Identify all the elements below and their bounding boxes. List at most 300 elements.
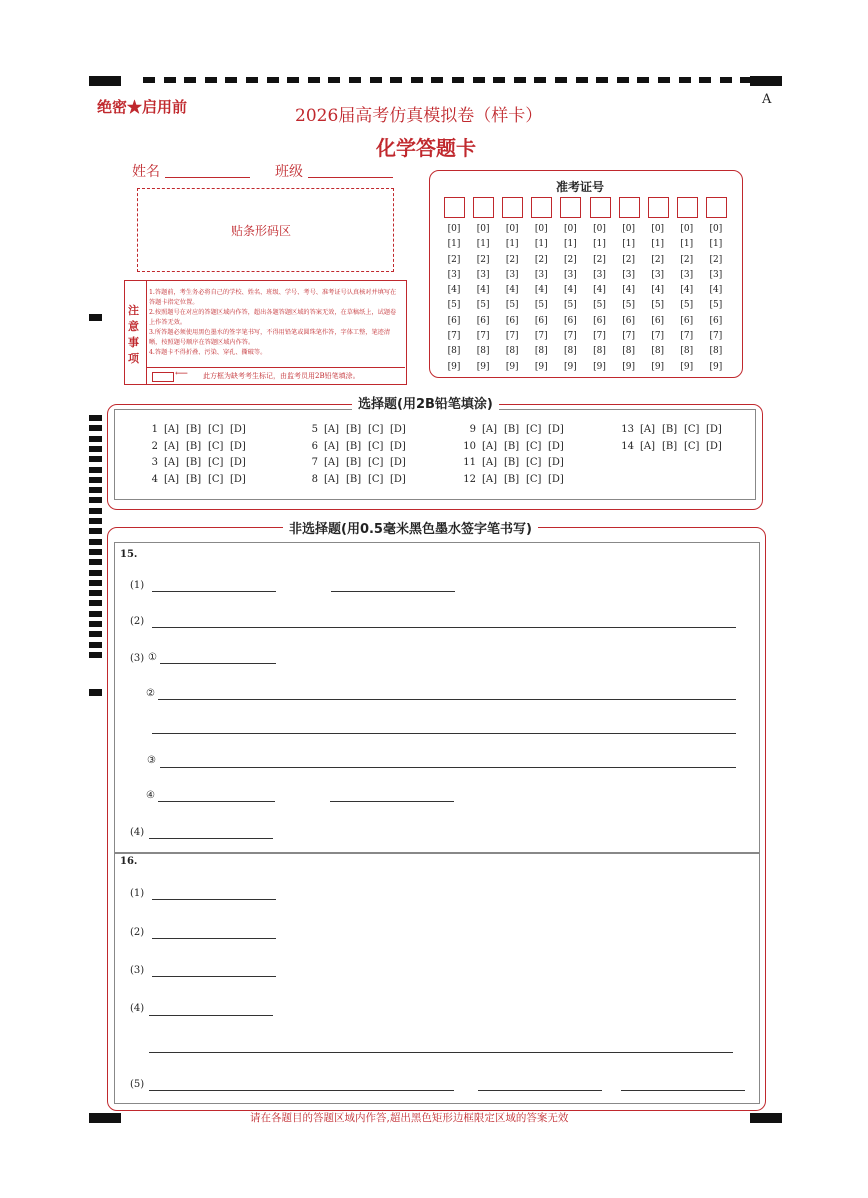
side-mark: [89, 539, 102, 545]
q15-sub-1-label: ①: [148, 652, 157, 663]
exam-id-bubble[interactable]: [3]: [564, 269, 577, 280]
mc-question-row: [140, 441, 252, 452]
q16-part-2-label: (2): [130, 927, 145, 938]
mc-option-bubble[interactable]: [B]: [504, 440, 520, 452]
exam-id-bubble[interactable]: [1]: [476, 239, 490, 250]
exam-id-bubble[interactable]: [3]: [593, 269, 606, 280]
notice-text: [149, 288, 401, 358]
mc-option-bubble[interactable]: [D]: [230, 440, 246, 452]
exam-id-bubble[interactable]: [8]: [680, 346, 694, 357]
exam-id-bubble[interactable]: [0]: [651, 224, 665, 234]
exam-id-bubble[interactable]: [0]: [622, 224, 635, 234]
mc-question-row: [458, 441, 570, 452]
exam-id-digit-box[interactable]: [502, 197, 523, 218]
timing-mark: [576, 77, 588, 83]
q16-part-5-answer-a[interactable]: [149, 1090, 454, 1091]
side-mark: [89, 446, 102, 452]
mc-option-bubble[interactable]: [A]: [164, 473, 180, 485]
exam-id-bubble[interactable]: [5]: [593, 300, 606, 311]
class-field[interactable]: [308, 177, 393, 178]
exam-id-bubble[interactable]: [0]: [564, 224, 577, 234]
side-mark: [89, 570, 102, 576]
exam-id-bubble[interactable]: [2]: [651, 254, 665, 265]
mc-option-bubble[interactable]: [A]: [640, 424, 656, 435]
q15-sub-4-answer-b[interactable]: [330, 801, 454, 802]
exam-id-bubble[interactable]: [6]: [622, 315, 635, 326]
timing-mark: [225, 77, 237, 83]
exam-id-bubble[interactable]: [1]: [622, 239, 635, 250]
q15-part-1-answer-b[interactable]: [331, 591, 455, 592]
exam-id-bubble[interactable]: [4]: [651, 285, 665, 296]
timing-mark: [555, 77, 567, 83]
q16-part-1-answer[interactable]: [152, 899, 276, 900]
mc-option-bubble[interactable]: [D]: [706, 424, 722, 435]
side-mark: [89, 477, 102, 483]
timing-mark: [617, 77, 629, 83]
absent-mark-box[interactable]: [152, 372, 174, 382]
exam-id-bubble[interactable]: [0]: [505, 224, 519, 234]
side-mark: [89, 590, 102, 596]
exam-id-bubble[interactable]: [2]: [709, 254, 723, 265]
q15-part-2-label: (2): [130, 616, 145, 627]
exam-id-bubble[interactable]: [5]: [622, 300, 635, 311]
exam-id-bubble[interactable]: [2]: [534, 254, 548, 265]
mc-question-row: [300, 474, 412, 485]
exam-id-bubble[interactable]: [8]: [505, 346, 519, 357]
q16-part-5-answer-c[interactable]: [621, 1090, 745, 1091]
exam-id-bubble[interactable]: [6]: [651, 315, 665, 326]
notice-item: 1.答题前，考生务必将自己的学校、姓名、班级、学号、考号、准考证号认真核对并填写在答题卡指定位置。: [149, 289, 397, 306]
exam-id-bubble[interactable]: [2]: [505, 254, 519, 265]
exam-id-bubble[interactable]: [4]: [564, 285, 577, 296]
mc-option-bubble[interactable]: [C]: [368, 457, 384, 469]
corner-mark-top-left: [89, 76, 121, 86]
q16-part-5-label: (5): [130, 1079, 145, 1090]
timing-mark: [596, 77, 608, 83]
exam-id-bubble[interactable]: [1]: [564, 239, 577, 250]
exam-id-bubble[interactable]: [4]: [709, 285, 723, 296]
exam-id-digit-box[interactable]: [531, 197, 552, 218]
mc-option-bubble[interactable]: [B]: [662, 424, 678, 435]
mc-option-bubble[interactable]: [A]: [164, 424, 180, 435]
mc-option-bubble[interactable]: [A]: [164, 440, 180, 452]
mc-option-bubble[interactable]: [C]: [368, 424, 384, 435]
exam-id-bubble[interactable]: [9]: [447, 361, 461, 372]
exam-id-bubble[interactable]: [7]: [505, 331, 519, 342]
mc-question-row: [458, 474, 570, 485]
mc-question-number: 12: [463, 473, 476, 485]
exam-id-bubble[interactable]: [0]: [680, 224, 694, 234]
mc-option-bubble[interactable]: [A]: [324, 473, 340, 485]
side-mark: [89, 580, 102, 586]
mc-question-row: [140, 457, 252, 468]
mc-question-number: 13: [621, 424, 634, 435]
exam-id-bubble[interactable]: [9]: [622, 361, 635, 372]
exam-id-bubble[interactable]: [2]: [564, 254, 577, 265]
side-mark: [89, 487, 102, 493]
exam-id-bubble[interactable]: [7]: [651, 331, 665, 342]
mc-option-bubble[interactable]: [D]: [548, 440, 564, 452]
exam-id-bubble[interactable]: [9]: [593, 361, 606, 372]
q15-part-2-answer[interactable]: [152, 627, 736, 628]
side-mark: [89, 314, 102, 321]
exam-id-bubble[interactable]: [7]: [534, 331, 548, 342]
mc-option-bubble[interactable]: [C]: [526, 440, 542, 452]
mc-option-bubble[interactable]: [B]: [186, 473, 202, 485]
mc-option-bubble[interactable]: [C]: [208, 440, 224, 452]
side-mark: [89, 642, 102, 648]
mc-option-bubble[interactable]: [C]: [208, 457, 224, 469]
exam-id-bubble[interactable]: [3]: [534, 269, 548, 280]
q15-part-1-label: (1): [130, 580, 145, 591]
timing-mark: [534, 77, 546, 83]
exam-id-bubble[interactable]: [9]: [534, 361, 548, 372]
mc-option-bubble[interactable]: [A]: [482, 440, 498, 452]
timing-mark: [184, 77, 196, 83]
mc-question-row: [616, 424, 728, 435]
exam-id-bubble[interactable]: [6]: [564, 315, 577, 326]
timing-mark: [431, 77, 443, 83]
exam-id-column: [500, 222, 524, 375]
mc-question-row: [458, 457, 570, 468]
mc-option-bubble[interactable]: [A]: [324, 424, 340, 435]
side-mark: [89, 631, 102, 637]
exam-id-column: [675, 222, 699, 375]
timing-mark: [452, 77, 464, 83]
timing-mark: [246, 77, 258, 83]
exam-id-bubble[interactable]: [5]: [709, 300, 723, 311]
exam-id-bubble[interactable]: [3]: [447, 269, 461, 280]
exam-id-bubble[interactable]: [3]: [622, 269, 635, 280]
exam-id-bubble[interactable]: [4]: [505, 285, 519, 296]
exam-id-column: [529, 222, 553, 375]
exam-id-bubble[interactable]: [8]: [709, 346, 723, 357]
timing-mark: [328, 77, 340, 83]
q15-sub-4-label: ④: [146, 790, 155, 801]
exam-id-bubble[interactable]: [8]: [476, 346, 490, 357]
mc-option-bubble[interactable]: [C]: [368, 473, 384, 485]
exam-id-bubble[interactable]: [2]: [593, 254, 606, 265]
exam-id-bubble[interactable]: [6]: [680, 315, 694, 326]
mc-question-number: 8: [311, 473, 318, 485]
mc-option-bubble[interactable]: [D]: [390, 457, 406, 469]
exam-id-bubble[interactable]: [7]: [680, 331, 694, 342]
footer-note: 请在各题目的答题区域内作答,超出黑色矩形边框限定区域的答案无效: [250, 1112, 569, 1124]
mc-option-bubble[interactable]: [D]: [390, 440, 406, 452]
side-mark: [89, 559, 102, 565]
exam-id-bubble[interactable]: [5]: [680, 300, 694, 311]
side-mark: [89, 425, 102, 431]
side-mark: [89, 415, 102, 421]
exam-id-bubble[interactable]: [9]: [505, 361, 519, 372]
mc-option-bubble[interactable]: [A]: [640, 440, 656, 452]
exam-id-bubble[interactable]: [8]: [534, 346, 548, 357]
exam-id-bubble[interactable]: [3]: [651, 269, 665, 280]
mc-question-number: 1: [151, 424, 158, 435]
exam-id-title: 准考证号: [556, 180, 605, 194]
timing-mark: [164, 77, 176, 83]
barcode-label: 贴条形码区: [231, 224, 292, 238]
mc-option-bubble[interactable]: [D]: [230, 424, 246, 435]
corner-mark-bottom-right: [750, 1113, 782, 1123]
exam-id-bubble[interactable]: [8]: [593, 346, 606, 357]
mc-option-bubble[interactable]: [B]: [186, 457, 202, 469]
mc-option-bubble[interactable]: [D]: [548, 457, 564, 469]
q15-sub-2-answer-a[interactable]: [158, 699, 736, 700]
name-field[interactable]: [165, 177, 250, 178]
exam-id-bubble[interactable]: [2]: [447, 254, 461, 265]
side-mark: [89, 652, 102, 658]
mc-option-bubble[interactable]: [C]: [526, 457, 542, 469]
exam-id-bubble[interactable]: [3]: [680, 269, 694, 280]
timing-mark: [308, 77, 320, 83]
mc-option-bubble[interactable]: [A]: [482, 424, 498, 435]
mc-question-row: [458, 424, 570, 435]
exam-id-digit-box[interactable]: [560, 197, 581, 218]
exam-id-bubble[interactable]: [2]: [680, 254, 694, 265]
mc-option-bubble[interactable]: [A]: [482, 473, 498, 485]
notice-item: 3.所答题必须使用黑色墨水的签字笔书写，不得用铅笔或圆珠笔作答，字体工整，笔迹清晰，按照题号顺序在答题区域内作答。: [149, 329, 391, 346]
exam-id-bubble[interactable]: [0]: [447, 224, 461, 234]
q16-box: [114, 852, 760, 1104]
q16-part-1-label: (1): [130, 888, 145, 899]
mc-option-bubble[interactable]: [B]: [504, 424, 520, 435]
exam-id-bubble[interactable]: [3]: [709, 269, 723, 280]
timing-mark: [205, 77, 217, 83]
exam-id-bubble[interactable]: [5]: [534, 300, 548, 311]
exam-id-bubble[interactable]: [9]: [680, 361, 694, 372]
exam-id-bubble[interactable]: [4]: [447, 285, 461, 296]
mc-option-bubble[interactable]: [B]: [346, 457, 362, 469]
mc-option-bubble[interactable]: [D]: [230, 473, 246, 485]
exam-id-bubble[interactable]: [6]: [476, 315, 490, 326]
mc-option-bubble[interactable]: [B]: [186, 424, 202, 435]
mc-question-number: 6: [311, 440, 318, 452]
q15-part-4-answer[interactable]: [149, 838, 273, 839]
corner-mark-bottom-left: [89, 1113, 121, 1123]
mc-option-bubble[interactable]: [B]: [346, 424, 362, 435]
exam-id-bubble[interactable]: [7]: [564, 331, 577, 342]
exam-id-column: [471, 222, 495, 375]
mc-option-bubble[interactable]: [B]: [662, 440, 678, 452]
mc-option-bubble[interactable]: [A]: [164, 457, 180, 469]
exam-id-bubble[interactable]: [9]: [709, 361, 723, 372]
exam-id-bubble[interactable]: [4]: [622, 285, 635, 296]
exam-id-bubble[interactable]: [7]: [447, 331, 461, 342]
q16-part-3-label: (3): [130, 965, 145, 976]
exam-id-bubble[interactable]: [6]: [593, 315, 606, 326]
mc-question-number: 4: [151, 473, 158, 485]
side-mark: [89, 600, 102, 606]
exam-id-bubble[interactable]: [5]: [505, 300, 519, 311]
exam-id-bubble[interactable]: [4]: [476, 285, 490, 296]
exam-id-bubble[interactable]: [6]: [505, 315, 519, 326]
q16-part-5-answer-b[interactable]: [478, 1090, 602, 1091]
mc-option-bubble[interactable]: [D]: [230, 457, 246, 469]
exam-id-bubble[interactable]: [7]: [476, 331, 490, 342]
exam-id-bubble[interactable]: [4]: [534, 285, 548, 296]
exam-id-digit-box[interactable]: [444, 197, 465, 218]
mc-option-bubble[interactable]: [D]: [548, 473, 564, 485]
exam-id-bubble[interactable]: [1]: [447, 239, 461, 250]
mc-option-bubble[interactable]: [D]: [548, 424, 564, 435]
exam-id-bubble[interactable]: [3]: [505, 269, 519, 280]
exam-id-column: [588, 222, 612, 375]
exam-id-bubble[interactable]: [9]: [476, 361, 490, 372]
exam-id-bubble[interactable]: [0]: [476, 224, 490, 234]
timing-mark: [370, 77, 382, 83]
exam-id-bubble[interactable]: [0]: [709, 224, 723, 234]
timing-mark: [267, 77, 279, 83]
corner-mark-top-right: [750, 76, 782, 86]
q15-part-1-answer-a[interactable]: [152, 591, 276, 592]
notice-bottom-divider: [147, 367, 405, 368]
exam-id-column: [558, 222, 582, 375]
mc-option-bubble[interactable]: [C]: [684, 440, 700, 452]
timing-mark: [493, 77, 505, 83]
mc-option-bubble[interactable]: [A]: [324, 457, 340, 469]
exam-id-bubble[interactable]: [1]: [680, 239, 694, 250]
mc-inner-box: [114, 409, 756, 500]
q15-sub-2-answer-b[interactable]: [152, 733, 736, 734]
exam-id-bubble[interactable]: [8]: [651, 346, 665, 357]
mc-option-bubble[interactable]: [C]: [684, 424, 700, 435]
mc-option-bubble[interactable]: [B]: [504, 473, 520, 485]
exam-id-bubble[interactable]: [2]: [476, 254, 490, 265]
arrow-left-icon: ⟵: [175, 369, 188, 379]
mc-question-row: [140, 474, 252, 485]
q15-box: [114, 542, 760, 854]
exam-id-digit-box[interactable]: [648, 197, 669, 218]
mc-option-bubble[interactable]: [B]: [346, 473, 362, 485]
timing-mark: [720, 77, 732, 83]
exam-id-bubble[interactable]: [4]: [680, 285, 694, 296]
mc-option-bubble[interactable]: [A]: [324, 440, 340, 452]
exam-id-digit-box[interactable]: [619, 197, 640, 218]
mc-option-bubble[interactable]: [D]: [706, 440, 722, 452]
exam-id-digit-box[interactable]: [677, 197, 698, 218]
exam-id-bubble[interactable]: [8]: [622, 346, 635, 357]
side-mark: [89, 611, 102, 617]
mc-option-bubble[interactable]: [B]: [346, 440, 362, 452]
mc-option-bubble[interactable]: [C]: [208, 424, 224, 435]
mc-question-row: [140, 424, 252, 435]
exam-id-digit-box[interactable]: [706, 197, 727, 218]
exam-id-bubble[interactable]: [5]: [564, 300, 577, 311]
mc-question-number: 3: [151, 457, 158, 469]
page-title: 2026届高考仿真模拟卷（样卡）: [295, 106, 543, 126]
class-label: 班级: [275, 164, 303, 180]
mc-option-bubble[interactable]: [C]: [368, 440, 384, 452]
exam-id-bubble[interactable]: [7]: [593, 331, 606, 342]
exam-id-bubble[interactable]: [5]: [651, 300, 665, 311]
exam-id-bubble[interactable]: [0]: [593, 224, 606, 234]
exam-id-bubble[interactable]: [8]: [447, 346, 461, 357]
exam-id-bubble[interactable]: [3]: [476, 269, 490, 280]
mc-option-bubble[interactable]: [C]: [526, 473, 542, 485]
q16-part-4-answer-a[interactable]: [149, 1015, 273, 1016]
timing-mark: [349, 77, 361, 83]
exam-id-digit-box[interactable]: [590, 197, 611, 218]
mc-question-number: 10: [463, 440, 476, 452]
q16-part-4-label: (4): [130, 1003, 145, 1014]
exam-id-bubble[interactable]: [1]: [505, 239, 519, 250]
q15-sub-4-answer-a[interactable]: [158, 801, 275, 802]
exam-id-bubble[interactable]: [0]: [534, 224, 548, 234]
exam-id-bubble[interactable]: [7]: [709, 331, 723, 342]
timing-mark: [143, 77, 155, 83]
side-mark: [89, 508, 102, 514]
timing-mark: [390, 77, 402, 83]
mc-question-row: [300, 457, 412, 468]
page-subtitle: 化学答题卡: [376, 136, 476, 160]
q16-part-3-answer[interactable]: [152, 976, 276, 977]
exam-id-bubble[interactable]: [1]: [651, 239, 665, 250]
q15-part-4-label: (4): [130, 827, 145, 838]
exam-id-bubble[interactable]: [6]: [709, 315, 723, 326]
timing-mark: [740, 77, 752, 83]
notice-divider: [146, 281, 147, 384]
exam-id-bubble[interactable]: [1]: [709, 239, 723, 250]
mc-option-bubble[interactable]: [A]: [482, 457, 498, 469]
absent-note: 此方框为缺考考生标记，由监考员用2B铅笔填涂。: [203, 372, 360, 380]
mc-question-number: 2: [151, 440, 158, 452]
timing-mark: [514, 77, 526, 83]
exam-id-bubble[interactable]: [7]: [622, 331, 635, 342]
exam-id-bubble[interactable]: [2]: [622, 254, 635, 265]
q15-sub-1-answer[interactable]: [160, 663, 276, 664]
exam-id-bubble[interactable]: [6]: [447, 315, 461, 326]
exam-id-bubble[interactable]: [4]: [593, 285, 606, 296]
exam-id-bubble[interactable]: [5]: [476, 300, 490, 311]
side-mark: [89, 689, 102, 696]
mc-option-bubble[interactable]: [C]: [526, 424, 542, 435]
exam-id-bubble[interactable]: [1]: [534, 239, 548, 250]
q15-sub-3-label: ③: [147, 755, 156, 766]
exam-id-bubble[interactable]: [8]: [564, 346, 577, 357]
exam-id-column: [646, 222, 670, 375]
mc-option-bubble[interactable]: [B]: [186, 440, 202, 452]
exam-id-bubble[interactable]: [6]: [534, 315, 548, 326]
version-label: A: [762, 92, 772, 107]
timing-mark: [473, 77, 485, 83]
exam-id-bubble[interactable]: [1]: [593, 239, 606, 250]
mc-option-bubble[interactable]: [D]: [390, 424, 406, 435]
mc-question-number: 5: [311, 424, 318, 435]
mc-question-number: 11: [463, 457, 476, 469]
side-mark: [89, 528, 102, 534]
mc-option-bubble[interactable]: [B]: [504, 457, 520, 469]
mc-option-bubble[interactable]: [D]: [390, 473, 406, 485]
secret-label: 绝密★启用前: [97, 98, 188, 116]
exam-id-bubble[interactable]: [9]: [564, 361, 577, 372]
timing-mark: [411, 77, 423, 83]
timing-mark: [658, 77, 670, 83]
mc-option-bubble[interactable]: [C]: [208, 473, 224, 485]
q16-part-2-answer[interactable]: [152, 938, 276, 939]
mc-question-row: [300, 441, 412, 452]
timing-mark: [287, 77, 299, 83]
exam-id-digit-box[interactable]: [473, 197, 494, 218]
side-mark: [89, 497, 102, 503]
q15-sub-3-answer[interactable]: [160, 767, 736, 768]
timing-mark: [699, 77, 711, 83]
exam-id-bubble[interactable]: [9]: [651, 361, 665, 372]
mc-question-number: 7: [311, 457, 318, 469]
exam-id-bubble[interactable]: [5]: [447, 300, 461, 311]
q16-part-4-answer-b[interactable]: [149, 1052, 733, 1053]
exam-id-column: [704, 222, 728, 375]
